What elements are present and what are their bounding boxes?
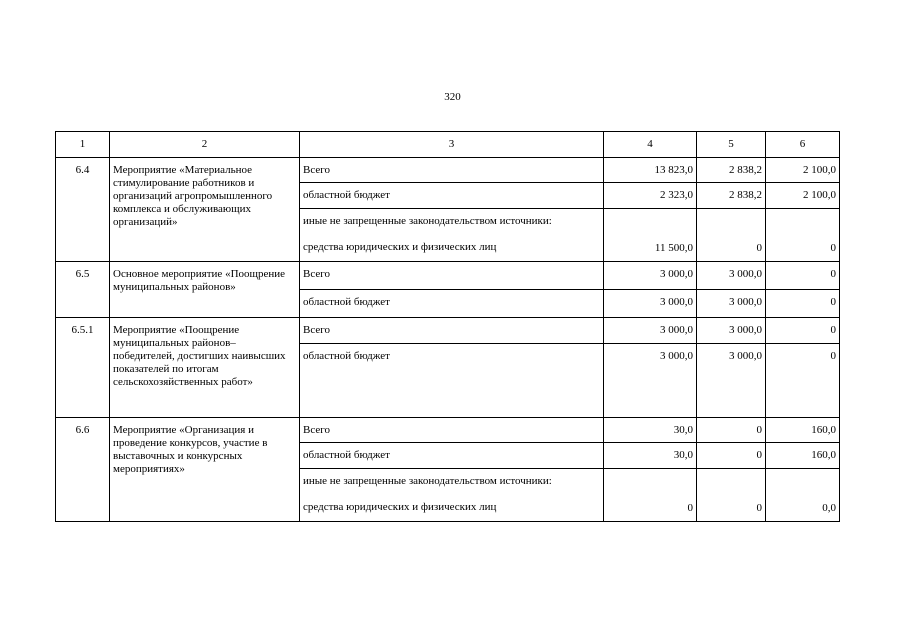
value-col6: 0 bbox=[766, 262, 840, 290]
budget-table bbox=[55, 131, 840, 522]
value-col4: 11 500,0 bbox=[604, 209, 697, 262]
activity-name: Мероприятие «Поощрение муниципальных районов–победителей, достигших наивысших показателей по итогам сельскохозяйственных работ» bbox=[110, 318, 300, 418]
value-col6: 2 100,0 bbox=[766, 183, 840, 209]
funding-source-label: иные не запрещенные законодательством источники: bbox=[303, 475, 552, 487]
funding-source: областной бюджет bbox=[300, 344, 604, 418]
funding-source: Всего bbox=[300, 318, 604, 344]
value-col5: 0 bbox=[697, 418, 766, 443]
funding-source: областной бюджет bbox=[300, 290, 604, 318]
value-col5: 3 000,0 bbox=[697, 262, 766, 290]
activity-name: Мероприятие «Организация и проведение конкурсов, участие в выставочных и конкурсных мероприятиях» bbox=[110, 418, 300, 522]
value-col4: 3 000,0 bbox=[604, 290, 697, 318]
table-row bbox=[56, 318, 840, 344]
funding-source: областной бюджет bbox=[300, 183, 604, 209]
value-col4: 2 323,0 bbox=[604, 183, 697, 209]
value-col5: 3 000,0 bbox=[697, 318, 766, 344]
table-header-row bbox=[56, 132, 840, 158]
col-header-1: 1 bbox=[56, 132, 110, 158]
col-header-5: 5 bbox=[697, 132, 766, 158]
funding-source-group bbox=[300, 469, 604, 522]
activity-name: Мероприятие «Материальное стимулирование работников и организаций агропромышленного комплекса и обслуживающих организаций» bbox=[110, 158, 300, 262]
value-col5: 2 838,2 bbox=[697, 183, 766, 209]
funding-source: Всего bbox=[300, 418, 604, 443]
value-col5: 3 000,0 bbox=[697, 344, 766, 418]
value-col4: 3 000,0 bbox=[604, 262, 697, 290]
row-number: 6.5 bbox=[56, 262, 110, 318]
funding-source: Всего bbox=[300, 158, 604, 183]
value-col5: 0 bbox=[697, 209, 766, 262]
value-col6: 160,0 bbox=[766, 418, 840, 443]
value-col4: 30,0 bbox=[604, 418, 697, 443]
value-col6: 0 bbox=[766, 318, 840, 344]
col-header-2: 2 bbox=[110, 132, 300, 158]
value-col6: 0 bbox=[766, 344, 840, 418]
funding-source-group bbox=[300, 209, 604, 262]
table-row bbox=[56, 158, 840, 183]
table-row bbox=[56, 262, 840, 290]
value-col6: 160,0 bbox=[766, 443, 840, 469]
activity-name: Основное мероприятие «Поощрение муниципальных районов» bbox=[110, 262, 300, 318]
funding-source-label: иные не запрещенные законодательством источники: bbox=[303, 215, 552, 227]
funding-source: средства юридических и физических лиц bbox=[303, 501, 497, 513]
funding-source: областной бюджет bbox=[300, 443, 604, 469]
table-row bbox=[56, 418, 840, 443]
value-col5: 2 838,2 bbox=[697, 158, 766, 183]
value-col4: 13 823,0 bbox=[604, 158, 697, 183]
col-header-3: 3 bbox=[300, 132, 604, 158]
row-number: 6.4 bbox=[56, 158, 110, 262]
funding-source: средства юридических и физических лиц bbox=[303, 241, 497, 253]
value-col4: 3 000,0 bbox=[604, 344, 697, 418]
value-col5: 0 bbox=[697, 469, 766, 522]
col-header-4: 4 bbox=[604, 132, 697, 158]
value-col6: 2 100,0 bbox=[766, 158, 840, 183]
row-number: 6.6 bbox=[56, 418, 110, 522]
value-col6: 0 bbox=[766, 209, 840, 262]
value-col6: 0,0 bbox=[766, 469, 840, 522]
value-col6: 0 bbox=[766, 290, 840, 318]
value-col4: 0 bbox=[604, 469, 697, 522]
value-col4: 3 000,0 bbox=[604, 318, 697, 344]
value-col5: 0 bbox=[697, 443, 766, 469]
funding-source: Всего bbox=[300, 262, 604, 290]
value-col5: 3 000,0 bbox=[697, 290, 766, 318]
row-number: 6.5.1 bbox=[56, 318, 110, 418]
col-header-6: 6 bbox=[766, 132, 840, 158]
page-number: 320 bbox=[444, 91, 461, 103]
value-col4: 30,0 bbox=[604, 443, 697, 469]
